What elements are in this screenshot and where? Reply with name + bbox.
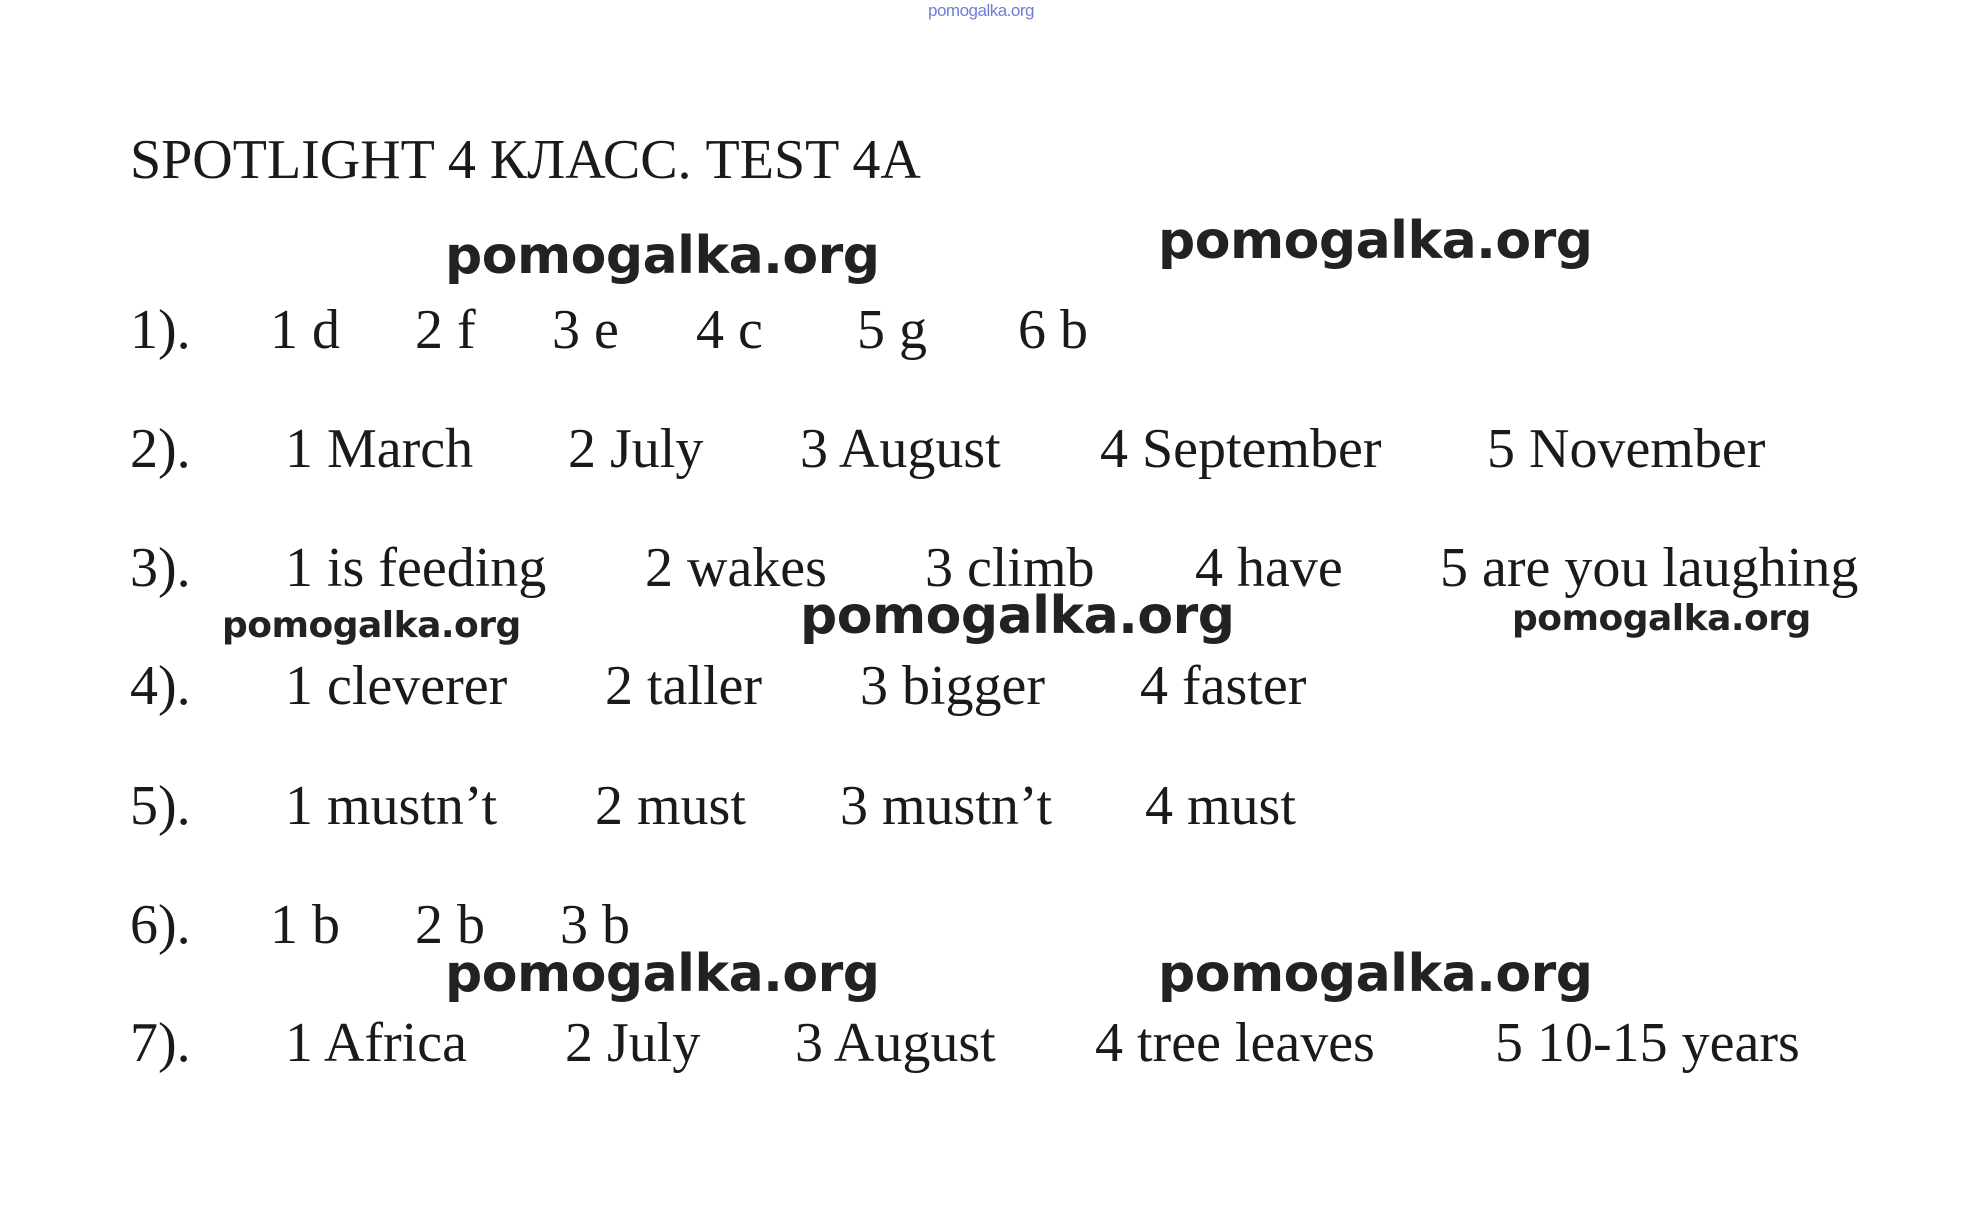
answer-item: 3 mustn’t: [840, 775, 1053, 837]
answer-item: 5 10-15 years: [1495, 1012, 1800, 1074]
answer-number: 6).: [130, 894, 191, 956]
answer-item: 4 faster: [1140, 655, 1307, 717]
answer-item: 3 b: [560, 894, 630, 956]
answer-number: 2).: [130, 418, 191, 480]
answer-item: 4 must: [1145, 775, 1296, 837]
answer-item: 1 b: [270, 894, 340, 956]
answer-item: 2 wakes: [645, 537, 827, 599]
answer-item: 2 f: [415, 299, 476, 361]
answer-number: 3).: [130, 537, 191, 599]
watermark: pomogalka.org: [222, 605, 521, 646]
answer-item: 2 July: [568, 418, 704, 480]
answer-item: 2 July: [565, 1012, 701, 1074]
answer-item: 1 is feeding: [285, 537, 547, 599]
watermark: pomogalka.org: [445, 226, 880, 286]
answer-item: 1 cleverer: [285, 655, 508, 717]
answer-item: 3 August: [795, 1012, 996, 1074]
answer-number: 1).: [130, 299, 191, 361]
answer-number: 5).: [130, 775, 191, 837]
answer-item: 2 taller: [605, 655, 763, 717]
answer-item: 4 September: [1100, 418, 1382, 480]
answer-item: 1 March: [285, 418, 474, 480]
answer-item: 5 are you laughing: [1440, 537, 1859, 599]
watermark: pomogalka.org: [1158, 211, 1593, 271]
answer-item: 5 November: [1487, 418, 1766, 480]
answer-item: 3 bigger: [860, 655, 1046, 717]
answer-item: 4 tree leaves: [1095, 1012, 1375, 1074]
page-title: SPOTLIGHT 4 КЛАСС. TEST 4A: [130, 129, 921, 191]
answer-item: 3 e: [552, 299, 619, 361]
answer-number: 4).: [130, 655, 191, 717]
watermark: pomogalka.org: [800, 586, 1235, 646]
answer-item: 2 must: [595, 775, 746, 837]
answer-item: 2 b: [415, 894, 485, 956]
answer-item: 6 b: [1018, 299, 1088, 361]
answer-item: 5 g: [857, 299, 927, 361]
watermark: pomogalka.org: [1512, 598, 1811, 639]
answer-number: 7).: [130, 1012, 191, 1074]
watermark: pomogalka.org: [1158, 944, 1593, 1004]
watermark: pomogalka.org: [445, 944, 880, 1004]
answer-item: 4 c: [696, 299, 763, 361]
answer-item: 4 have: [1195, 537, 1343, 599]
answer-item: 3 August: [800, 418, 1001, 480]
answer-item: 3 climb: [925, 537, 1095, 599]
answer-item: 1 Africa: [285, 1012, 467, 1074]
top-watermark: pomogalka.org: [928, 1, 1034, 20]
answer-item: 1 mustn’t: [285, 775, 498, 837]
answer-item: 1 d: [270, 299, 340, 361]
